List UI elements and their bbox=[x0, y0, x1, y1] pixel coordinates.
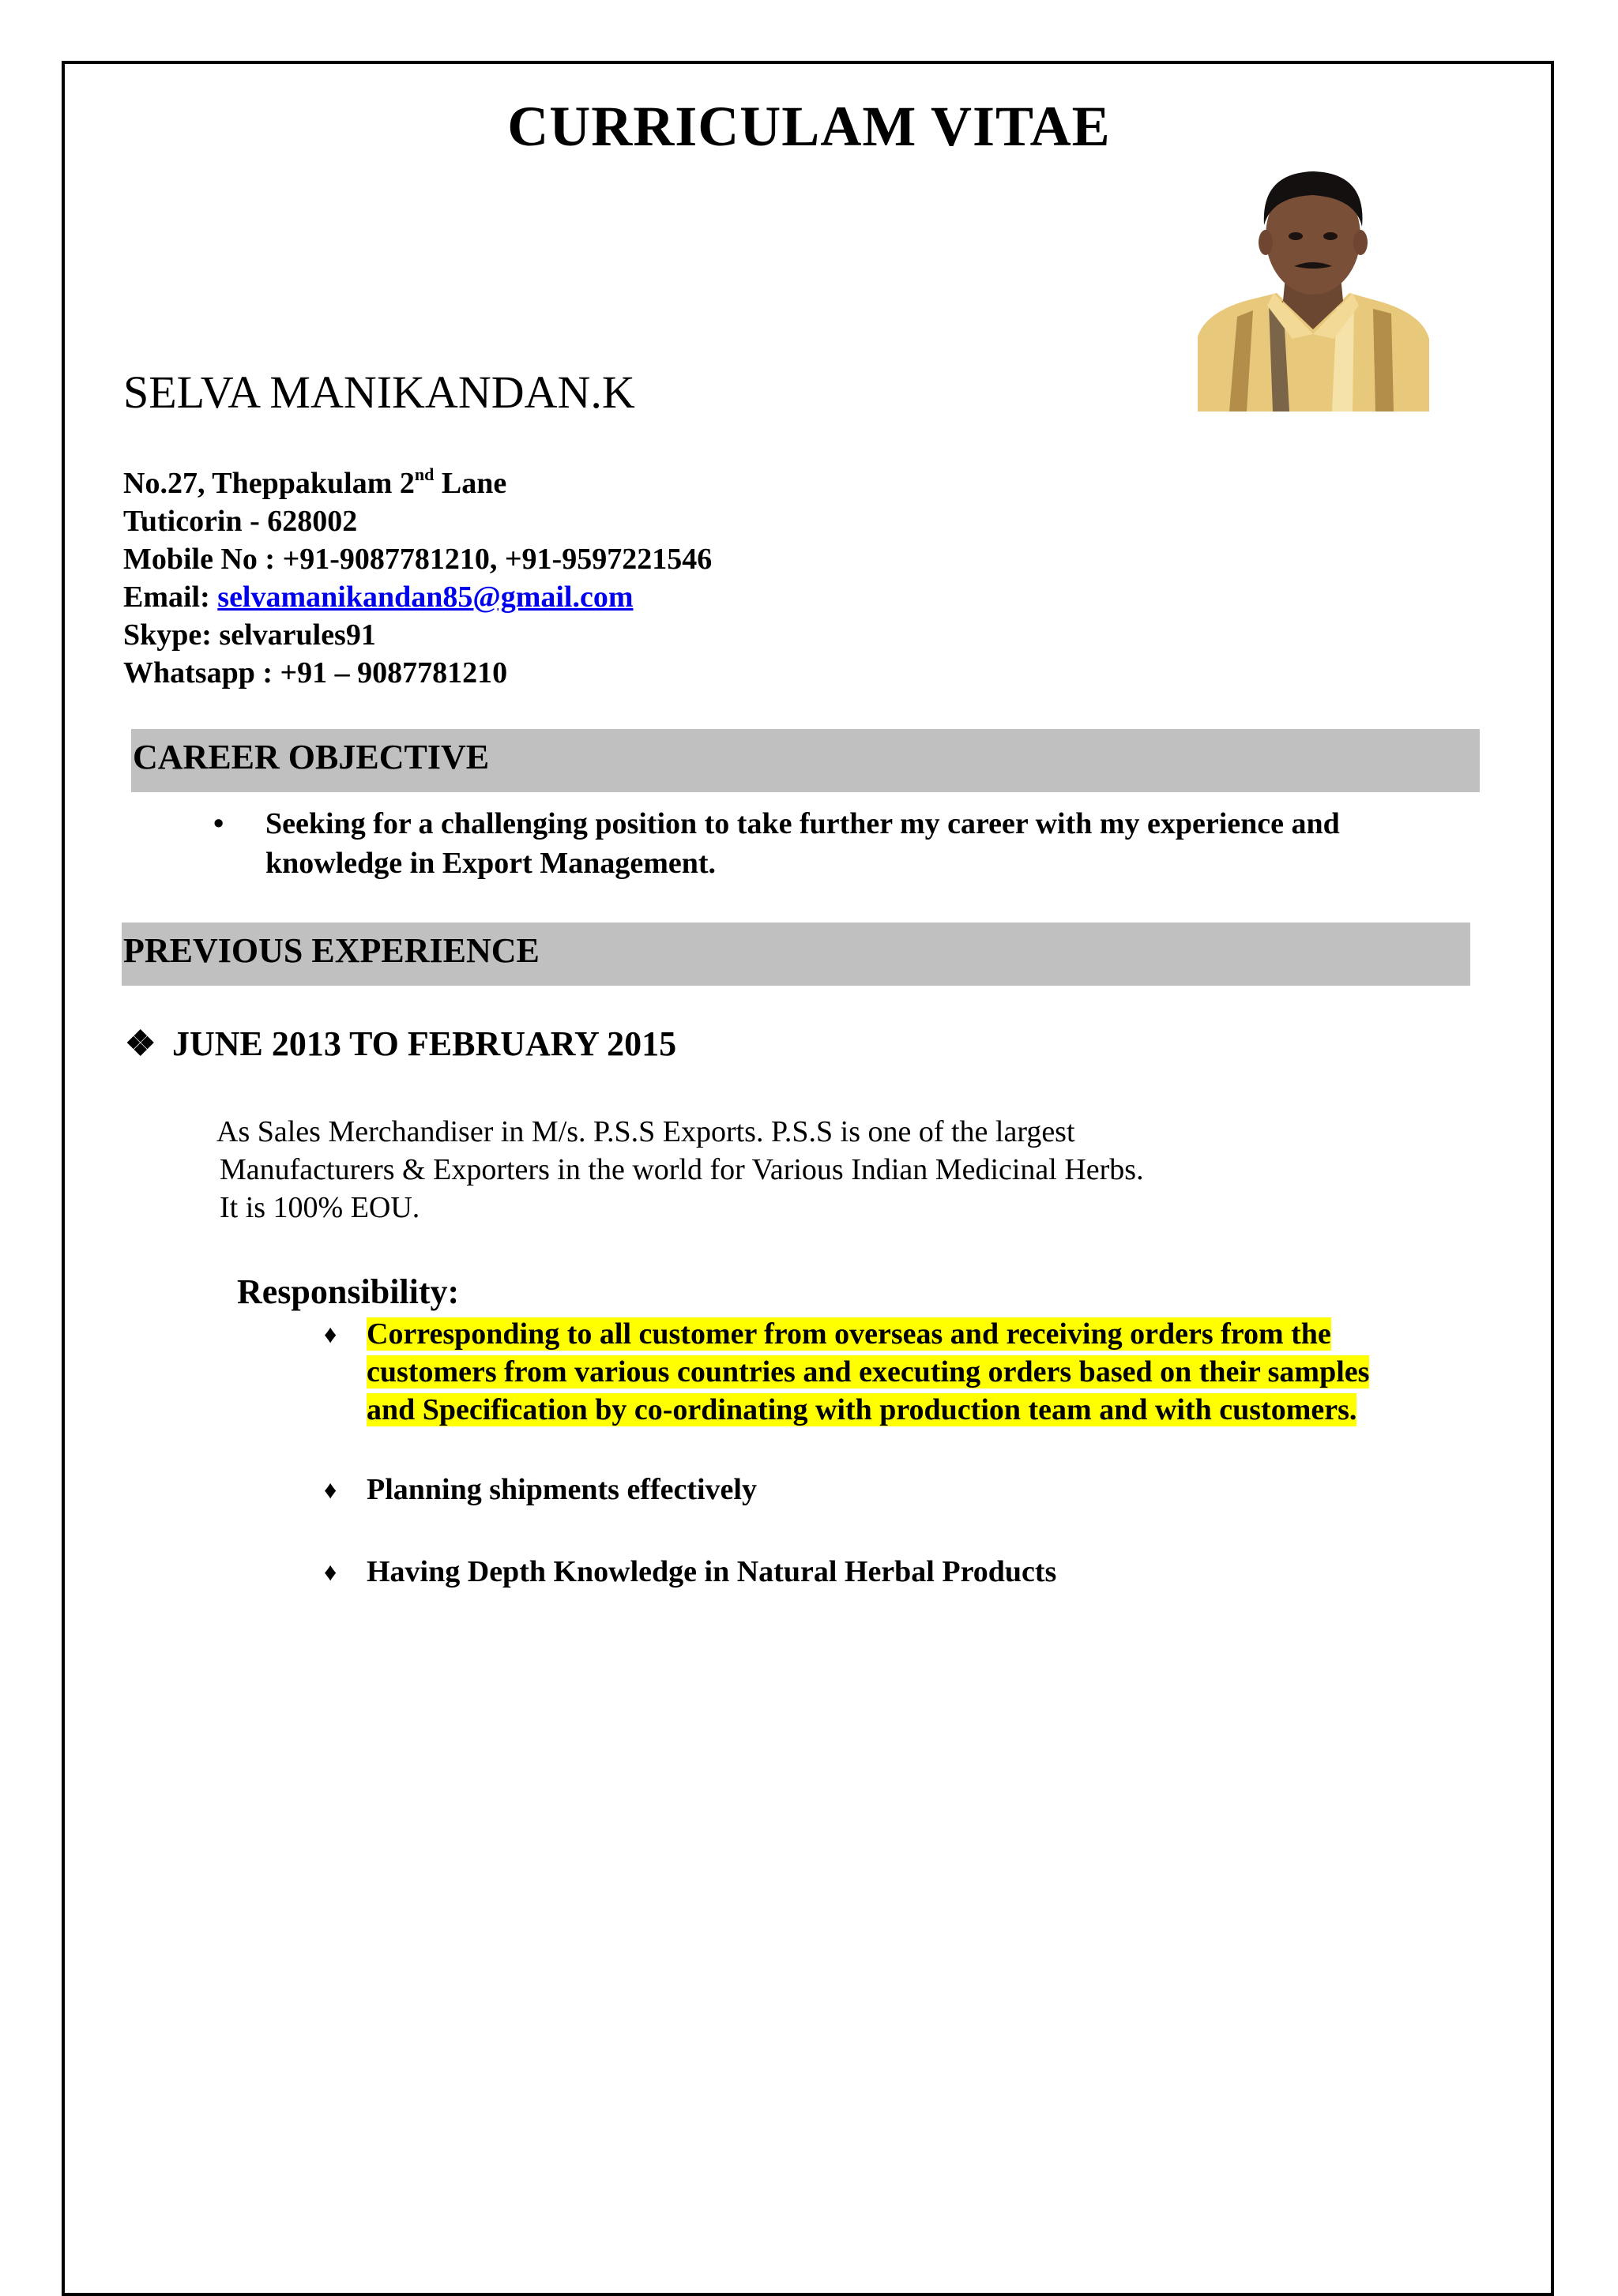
description-line: It is 100% EOU. bbox=[220, 1191, 420, 1224]
responsibility-line: customers from various countries and executing orders based on their samples bbox=[367, 1355, 1370, 1388]
responsibility-line: Having Depth Knowledge in Natural Herbal Products bbox=[367, 1555, 1057, 1588]
responsibility-line: Corresponding to all customer from overseas and receiving orders from the bbox=[367, 1317, 1331, 1351]
experience-period bbox=[125, 1024, 676, 1064]
candidate-name: SELVA MANIKANDAN.K bbox=[123, 366, 635, 418]
city-line: Tuticorin - 628002 bbox=[123, 505, 358, 538]
diamond-bullet-icon: ♦ bbox=[324, 1475, 337, 1504]
description-line: As Sales Merchandiser in M/s. P.S.S Exports. P.S.S is one of the largest bbox=[216, 1115, 1075, 1148]
bullet-icon: • bbox=[213, 807, 224, 840]
previous-experience-bar bbox=[122, 923, 1470, 986]
description-line: Manufacturers & Exporters in the world for Various Indian Medicinal Herbs. bbox=[220, 1153, 1144, 1186]
whatsapp-line: Whatsapp : +91 – 9087781210 bbox=[123, 656, 508, 690]
contact-block bbox=[123, 464, 712, 692]
profile-photo bbox=[1198, 167, 1429, 411]
mobile-line: Mobile No : +91-9087781210, +91-9597221546 bbox=[123, 543, 713, 576]
email-line: Email: selvamanikandan85@gmail.com bbox=[123, 581, 634, 614]
career-objective-heading: CAREER OBJECTIVE bbox=[133, 738, 490, 776]
previous-experience-heading: PREVIOUS EXPERIENCE bbox=[123, 931, 540, 970]
responsibility-line: and Specification by co-ordinating with production team and with customers. bbox=[367, 1393, 1357, 1426]
email-link[interactable]: selvamanikandan85@gmail.com bbox=[217, 581, 634, 614]
address-line: No.27, Theppakulam 2nd Lane bbox=[123, 464, 507, 500]
diamond-star-icon: ❖ bbox=[125, 1024, 156, 1063]
skype-line: Skype: selvarules91 bbox=[123, 618, 376, 652]
diamond-bullet-icon: ♦ bbox=[324, 1558, 337, 1586]
document-title: CURRICULAM VITAE bbox=[507, 95, 1111, 158]
responsibility-line: Planning shipments effectively bbox=[367, 1473, 757, 1506]
objective-line: knowledge in Export Management. bbox=[265, 847, 716, 880]
career-objective-bar bbox=[131, 729, 1480, 792]
objective-line: Seeking for a challenging position to take further my career with my experience and bbox=[265, 807, 1340, 840]
responsibility-heading: Responsibility: bbox=[237, 1272, 460, 1311]
period-text: JUNE 2013 TO FEBRUARY 2015 bbox=[172, 1024, 677, 1063]
diamond-bullet-icon: ♦ bbox=[324, 1320, 337, 1348]
experience-description bbox=[216, 1113, 1144, 1227]
